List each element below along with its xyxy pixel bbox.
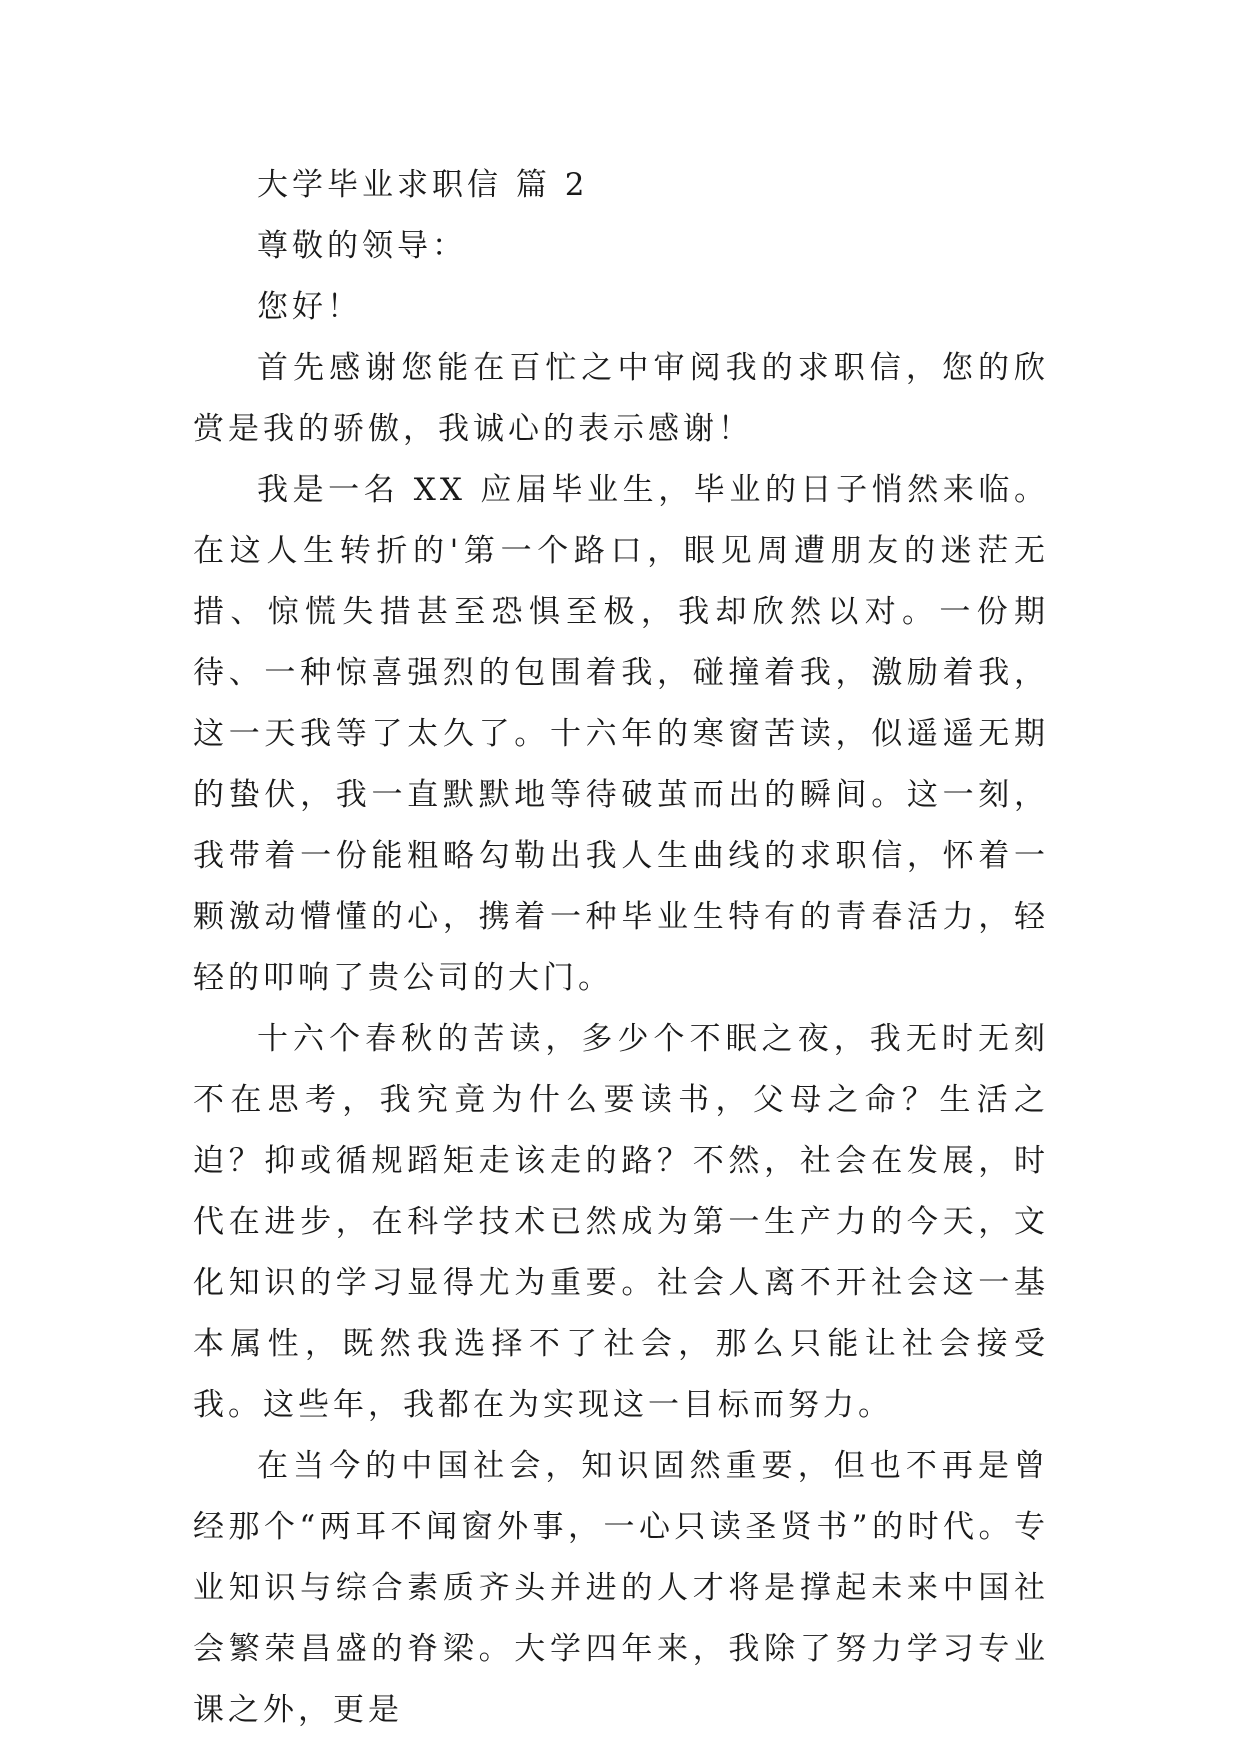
paragraph-reflection: 十六个春秋的苦读，多少个不眠之夜，我无时无刻不在思考，我究竟为什么要读书，父母之命？生活之迫？抑或循规蹈矩走该走的路？不然，社会在发展，时代在进步，在科学技术已然成为第一生产力的今天，文化知识的学习显得尤为重要。社会人离不开社会这一基本属性，既然我选择不了社会，那么只能让社会接受我。这些年，我都在为实现这一目标而努力。 [193, 1021, 1049, 1423]
paragraph-introduction: 我是一名 XX 应届毕业生，毕业的日子悄然来临。在这人生转折的'第一个路口，眼见周遭朋友的迷茫无措、惊慌失措甚至恐惧至极，我却欣然以对。一份期待、一种惊喜强烈的包围着我，碰撞着我，激励着我，这一天我等了太久了。十六年的寒窗苦读，似遥遥无期的蛰伏，我一直默默地等待破茧而出的瞬间。这一刻，我带着一份能粗略勾勒出我人生曲线的求职信，怀着一颗激动懵懂的心，携着一种毕业生特有的青春活力，轻轻的叩响了贵公司的大门。 [193, 472, 1049, 996]
salutation-line: 尊敬的领导： [257, 228, 467, 264]
paragraph-thanks: 首先感谢您能在百忙之中审阅我的求职信，您的欣赏是我的骄傲，我诚心的表示感谢！ [193, 350, 1049, 447]
greeting-line: 您好！ [257, 289, 362, 325]
document-heading: 大学毕业求职信 篇 2 [257, 167, 589, 203]
paragraph-society: 在当今的中国社会，知识固然重要，但也不再是曾经那个“两耳不闻窗外事，一心只读圣贤书”的时代。专业知识与综合素质齐头并进的人才将是撑起未来中国社会繁荣昌盛的脊梁。大学四年来，我除了努力学习专业课之外，更是 [193, 1448, 1049, 1728]
letter-body [193, 155, 1049, 1741]
